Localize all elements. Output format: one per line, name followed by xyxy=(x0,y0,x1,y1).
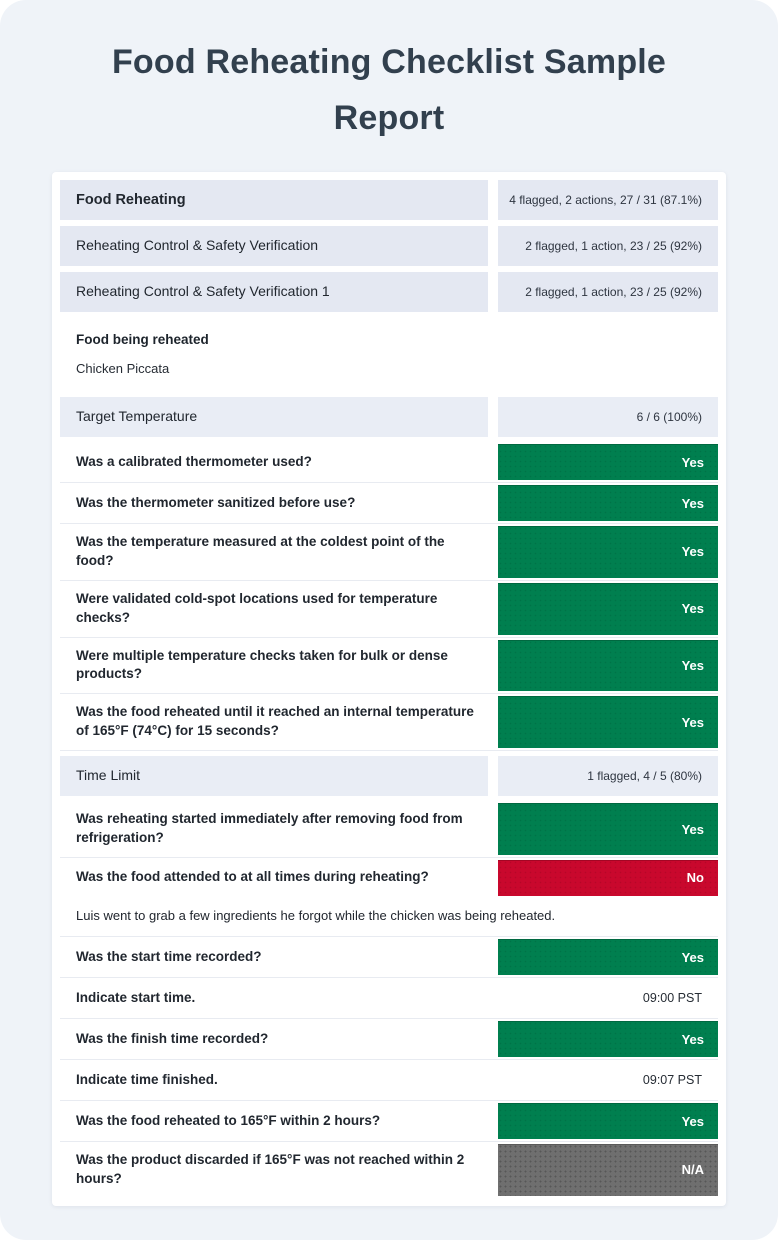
answer-yes-chip: Yes xyxy=(498,640,718,692)
page-title: Food Reheating Checklist Sample Report xyxy=(111,43,667,137)
value-row xyxy=(60,978,718,1019)
question-row xyxy=(60,524,718,581)
summary-row xyxy=(60,226,718,266)
note-row: Luis went to grab a few ingredients he forgot while the chicken was being reheated. xyxy=(60,898,718,937)
value-label: Indicate time finished. xyxy=(76,1071,218,1087)
section-row xyxy=(60,397,718,437)
question-row xyxy=(60,1019,718,1060)
question-label: Was the product discarded if 165°F was not reached within 2 hours? xyxy=(76,1152,465,1186)
answer-na-chip: N/A xyxy=(498,1144,718,1196)
question-label: Was a calibrated thermometer used? xyxy=(76,453,312,469)
summary-label: Reheating Control & Safety Verification xyxy=(60,226,488,266)
question-label: Was the temperature measured at the coldest point of the food? xyxy=(76,534,445,568)
summary-stats: 4 flagged, 2 actions, 27 / 31 (87.1%) xyxy=(498,180,718,220)
question-label: Was reheating started immediately after removing food from refrigeration? xyxy=(76,811,463,846)
question-label: Was the food attended to at all times during reheating? xyxy=(76,869,429,885)
summary-label: Food Reheating xyxy=(60,180,488,220)
question-row xyxy=(60,442,718,483)
question-row xyxy=(60,937,718,978)
section-stats: 1 flagged, 4 / 5 (80%) xyxy=(498,756,718,796)
field-label: Food being reheated xyxy=(76,332,209,347)
value-row xyxy=(60,1060,718,1101)
question-row xyxy=(60,638,718,695)
question-label: Was the thermometer sanitized before use? xyxy=(76,494,356,510)
summary-stats: 2 flagged, 1 action, 23 / 25 (92%) xyxy=(498,272,718,312)
question-row xyxy=(60,483,718,524)
field-value: Chicken Piccata xyxy=(76,361,170,376)
question-label: Was the finish time recorded? xyxy=(76,1030,269,1046)
answer-yes-chip: Yes xyxy=(498,485,718,521)
section-label: Target Temperature xyxy=(60,397,488,437)
question-row xyxy=(60,581,718,638)
answer-yes-chip: Yes xyxy=(498,803,718,855)
answer-yes-chip: Yes xyxy=(498,696,718,748)
question-label: Was the food reheated until it reached an internal temperature of 165°F (74°C) for 15 seconds? xyxy=(76,704,474,739)
summary-row xyxy=(60,180,718,220)
value-label: Indicate start time. xyxy=(76,989,196,1005)
answer-no-chip: No xyxy=(498,860,718,896)
section-label: Time Limit xyxy=(60,756,488,796)
value-text: 09:07 PST xyxy=(642,1073,702,1088)
summary-label: Reheating Control & Safety Verification 1 xyxy=(60,272,488,312)
question-label: Were multiple temperature checks taken for bulk or dense products? xyxy=(76,647,448,682)
question-row xyxy=(60,858,718,898)
summary-row xyxy=(60,272,718,312)
answer-yes-chip: Yes xyxy=(498,583,718,635)
answer-yes-chip: Yes xyxy=(498,444,718,480)
question-row xyxy=(60,694,718,751)
report-card xyxy=(52,172,726,1206)
question-label: Was the food reheated to 165°F within 2 hours? xyxy=(76,1112,381,1128)
question-row xyxy=(60,801,718,858)
question-row xyxy=(60,1101,718,1142)
question-label: Was the start time recorded? xyxy=(76,948,262,964)
question-row xyxy=(60,1142,718,1198)
question-label: Were validated cold-spot locations used for temperature checks? xyxy=(76,590,438,625)
value-text: 09:00 PST xyxy=(642,991,702,1006)
summary-stats: 2 flagged, 1 action, 23 / 25 (92%) xyxy=(498,226,718,266)
section-row xyxy=(60,756,718,796)
answer-yes-chip: Yes xyxy=(498,526,718,578)
section-stats: 6 / 6 (100%) xyxy=(498,397,718,437)
answer-yes-chip: Yes xyxy=(498,1021,718,1057)
field-row xyxy=(60,318,718,392)
answer-yes-chip: Yes xyxy=(498,939,718,975)
answer-yes-chip: Yes xyxy=(498,1103,718,1139)
